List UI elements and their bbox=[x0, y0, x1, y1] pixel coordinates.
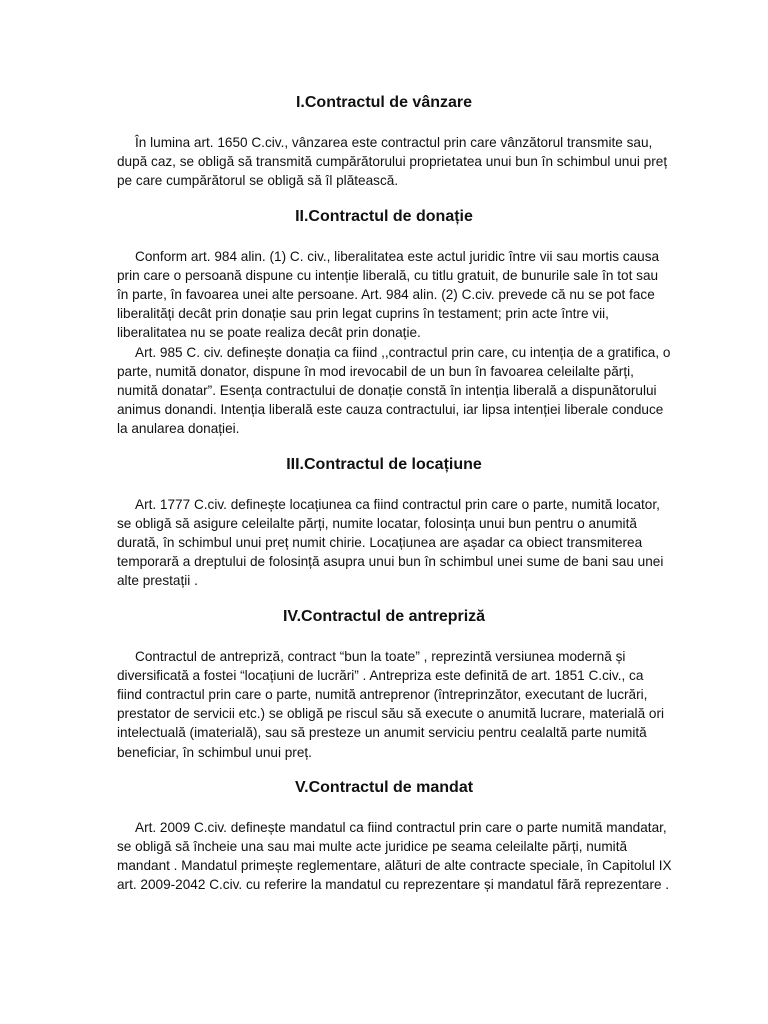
section-title: IV.Contractul de antrepriză bbox=[282, 607, 486, 625]
paragraph: Contractul de antrepriză, contract “bun la toate” , reprezintă versiunea modernă și diversificată a fostei “locațiuni de lucrări” . Antrepriza este definită de art. 1851 C.civ., ca fiind contractul prin care o parte, numită antreprenor (întreprinzător, executant de lucrări, prestator de servicii etc.) se obligă pe riscul său să execute o anumită lucrare, materială ori intelectuală (imaterială), sau să presteze un anumit serviciu pentru cealaltă parte numită beneficiar, în schimbul unui preț. bbox=[117, 648, 665, 760]
section-vanzare bbox=[117, 93, 672, 191]
paragraph: În lumina art. 1650 C.civ., vânzarea este contractul prin care vânzătorul transmite sau, după caz, se obligă să transmită cumpărătorului proprietatea unui bun în schimbul unui preț pe care cumpărătorul se obligă să îl plătească. bbox=[117, 135, 668, 189]
section-title: II.Contractul de donație bbox=[295, 207, 473, 225]
section-antrepriza bbox=[117, 607, 672, 762]
paragraph: Art. 1777 C.civ. definește locațiunea ca fiind contractul prin care o parte, numită locator, se obligă să asigure celeilalte părți, numite locatar, folosința unui bun pentru o anumită durată, în schimbul unui preț numit chirie. Locațiunea are așadar ca obiect transmiterea temporară a dreptului de folosință asupra unui bun în schimbul unei sume de bani sau unei alte prestații . bbox=[117, 496, 664, 589]
paragraph: Conform art. 984 alin. (1) C. civ., liberalitatea este actul juridic între vii sau mortis causa prin care o persoană dispune cu intenție liberală, cu titlu gratuit, de bunurile sale în tot sau în parte, în favoarea unei alte persoane. Art. 984 alin. (2) C.civ. prevede că nu se pot face liberalități decât prin donație sau prin legat cuprins în testament; prin acte între vii, liberalitatea nu se poate realiza decât prin donație. bbox=[117, 248, 660, 341]
section-title: I.Contractul de vânzare bbox=[295, 94, 473, 111]
section-locatiune bbox=[117, 455, 672, 591]
section-mandat bbox=[117, 778, 672, 895]
paragraph: Art. 2009 C.civ. definește mandatul ca fiind contractul prin care o parte numită mandatar, se obligă să încheie una sau mai multe acte juridice pe seama celeilalte părți, numită mandant . Mandatul primește reglementare, alături de alte contracte speciale, în Capitolul IX art. 2009-2042 C.civ. cu referire la mandatul cu reprezentare și mandatul fără reprezentare . bbox=[117, 819, 672, 893]
section-title: V.Contractul de mandat bbox=[294, 778, 474, 796]
section-donatie bbox=[117, 207, 672, 439]
paragraph: Art. 985 C. civ. definește donația ca fiind ,,contractul prin care, cu intenția de a gratifica, o parte, numită donator, dispune în mod irevocabil de un bun în favoarea celeilalte părți, numită donatar”. Esența contractului de donație constă în intenția liberală a dispunătorului animus donandi. Intenția liberală este cauza contractului, iar lipsa intenției liberale conduce la anularea donației. bbox=[117, 344, 671, 437]
section-title: III.Contractul de locațiune bbox=[286, 455, 482, 473]
